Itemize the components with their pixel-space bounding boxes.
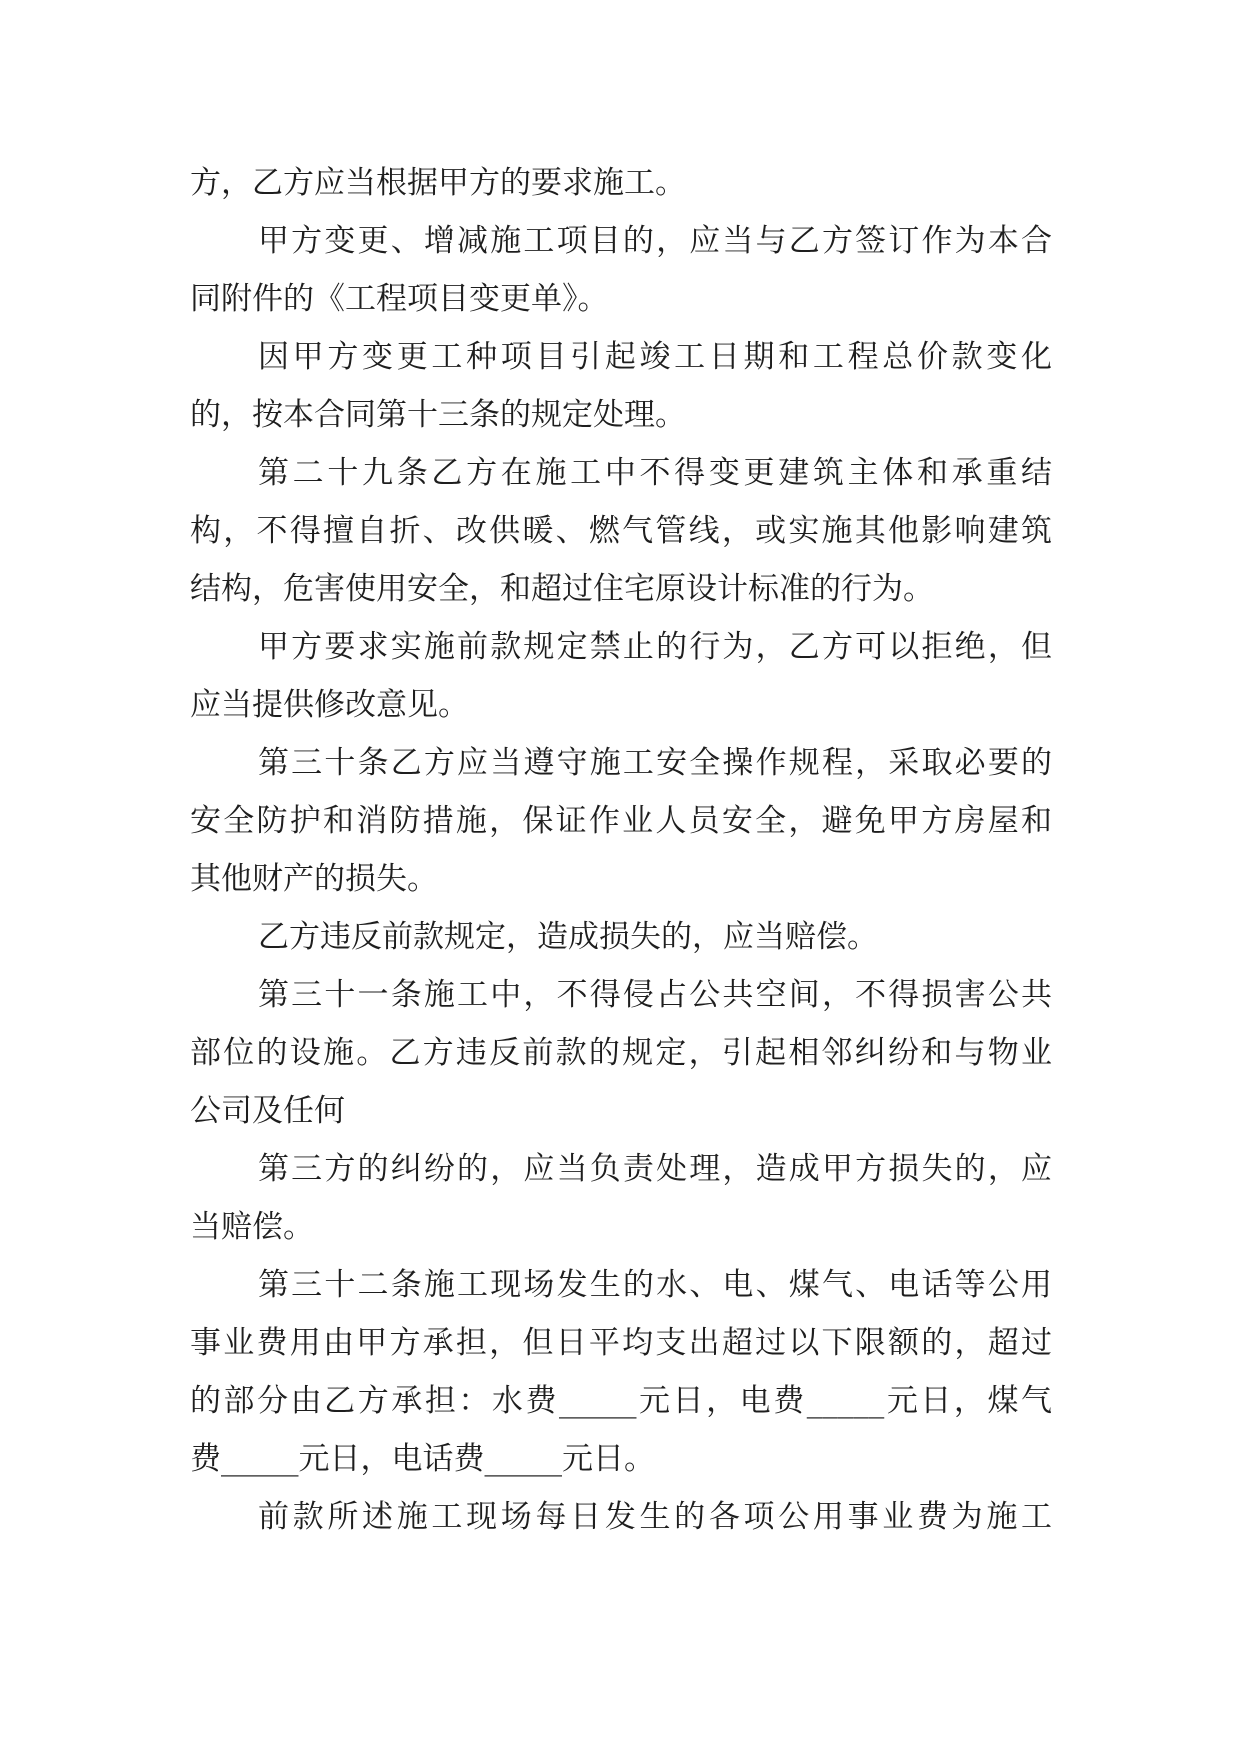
text-line: 结构，危害使用安全，和超过住宅原设计标准的行为。 <box>190 571 934 607</box>
text-line: 方，乙方应当根据甲方的要求施工。 <box>190 165 686 201</box>
text-line: 甲方变更、增减施工项目的，应当与乙方签订作为本合 <box>258 223 1052 259</box>
text-line: 其他财产的损失。 <box>190 861 438 897</box>
text-line: 应当提供修改意见。 <box>190 687 469 723</box>
text-line: 公司及任何 <box>190 1093 345 1129</box>
text-line: 安全防护和消防措施，保证作业人员安全，避免甲方房屋和 <box>190 803 1052 839</box>
document-body <box>190 154 1052 1546</box>
text-line: 构，不得擅自折、改供暖、燃气管线，或实施其他影响建筑 <box>190 513 1052 549</box>
text-line: 的部分由乙方承担：水费_____元日，电费_____元日，煤气 <box>190 1383 1052 1419</box>
text-line: 费_____元日，电话费_____元日。 <box>190 1441 655 1477</box>
text-line: 部位的设施。乙方违反前款的规定，引起相邻纠纷和与物业 <box>190 1035 1052 1071</box>
text-line: 第三十二条施工现场发生的水、电、煤气、电话等公用 <box>258 1267 1052 1303</box>
text-line: 第二十九条乙方在施工中不得变更建筑主体和承重结 <box>258 455 1052 491</box>
text-line: 的，按本合同第十三条的规定处理。 <box>190 397 686 433</box>
text-line: 事业费用由甲方承担，但日平均支出超过以下限额的，超过 <box>190 1325 1052 1361</box>
text-line: 乙方违反前款规定，造成损失的，应当赔偿。 <box>258 919 878 955</box>
text-line: 当赔偿。 <box>190 1209 314 1245</box>
text-line: 同附件的《工程项目变更单》。 <box>190 281 609 317</box>
text-line: 因甲方变更工种项目引起竣工日期和工程总价款变化 <box>258 339 1052 375</box>
text-line: 前款所述施工现场每日发生的各项公用事业费为施工 <box>258 1499 1052 1535</box>
text-line: 第三方的纠纷的，应当负责处理，造成甲方损失的，应 <box>258 1151 1052 1187</box>
text-line: 第三十条乙方应当遵守施工安全操作规程，采取必要的 <box>258 745 1052 781</box>
text-line: 甲方要求实施前款规定禁止的行为，乙方可以拒绝，但 <box>258 629 1052 665</box>
text-line: 第三十一条施工中，不得侵占公共空间，不得损害公共 <box>258 977 1052 1013</box>
